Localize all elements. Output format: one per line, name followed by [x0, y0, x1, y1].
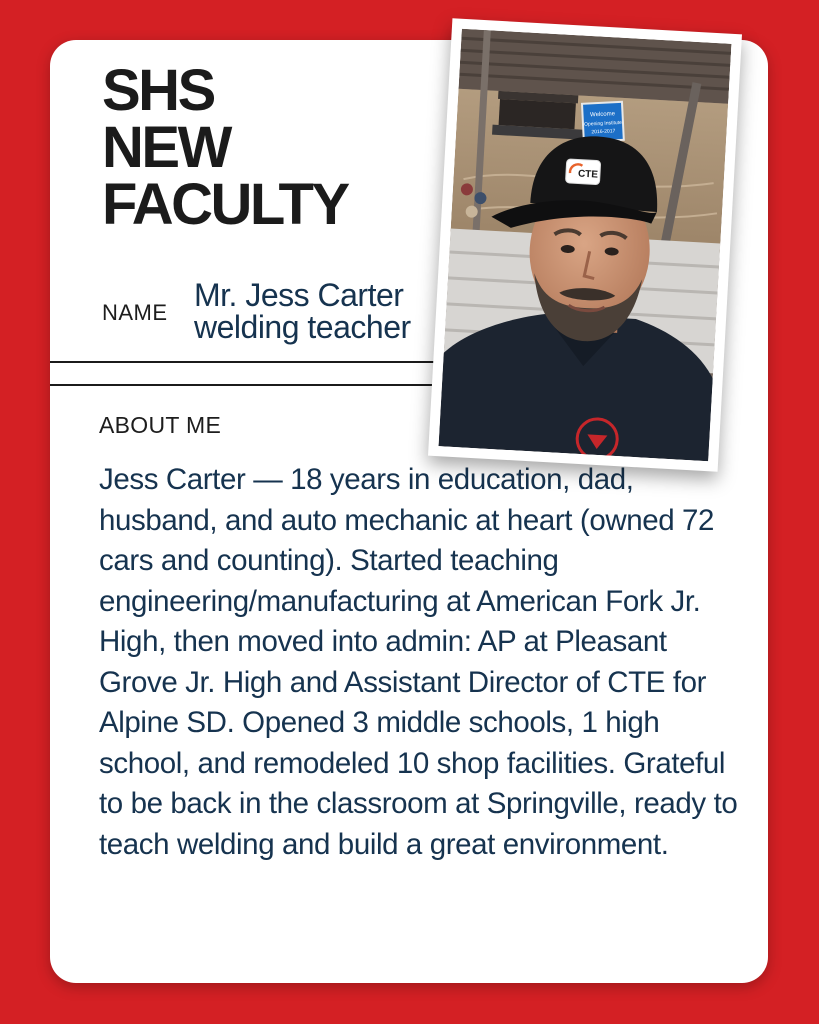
name-block: [194, 279, 411, 343]
teacher-photo: [439, 29, 732, 461]
teacher-name: Mr. Jess Carter: [194, 277, 404, 313]
title-line-1: SHS: [102, 58, 214, 123]
name-label: NAME: [102, 300, 168, 325]
page-title: [102, 58, 348, 237]
sign-line-1: Welcome: [589, 111, 616, 119]
about-body: Jess Carter — 18 years in education, dad, husband, and auto mechanic at heart (owned 72 cars and counting). Started teaching engineering/manufacturing at American Fork Jr. High, then moved into admin: AP at Pleasant Grove Jr. High and Assistant Director of CTE for Alpine SD. Opened 3 middle schools, 1 high school, and remodeled 10 shop facilities. Grateful to be back in the classroom at Springville, ready to teach welding and build a great environment.: [99, 463, 738, 861]
about-label: ABOUT ME: [99, 412, 222, 438]
cap-logo: CTE: [577, 168, 599, 181]
divider-top: [50, 361, 470, 363]
divider-bottom: [50, 384, 470, 386]
photo-frame: [428, 18, 742, 472]
title-line-3: FACULTY: [102, 172, 348, 237]
teacher-role: welding teacher: [194, 309, 411, 345]
selfie-illustration: [439, 29, 732, 461]
title-line-2: NEW: [102, 115, 230, 180]
sign-line-2: Opening Institute: [583, 119, 623, 128]
sign-line-3: 2016-2017: [591, 128, 616, 136]
